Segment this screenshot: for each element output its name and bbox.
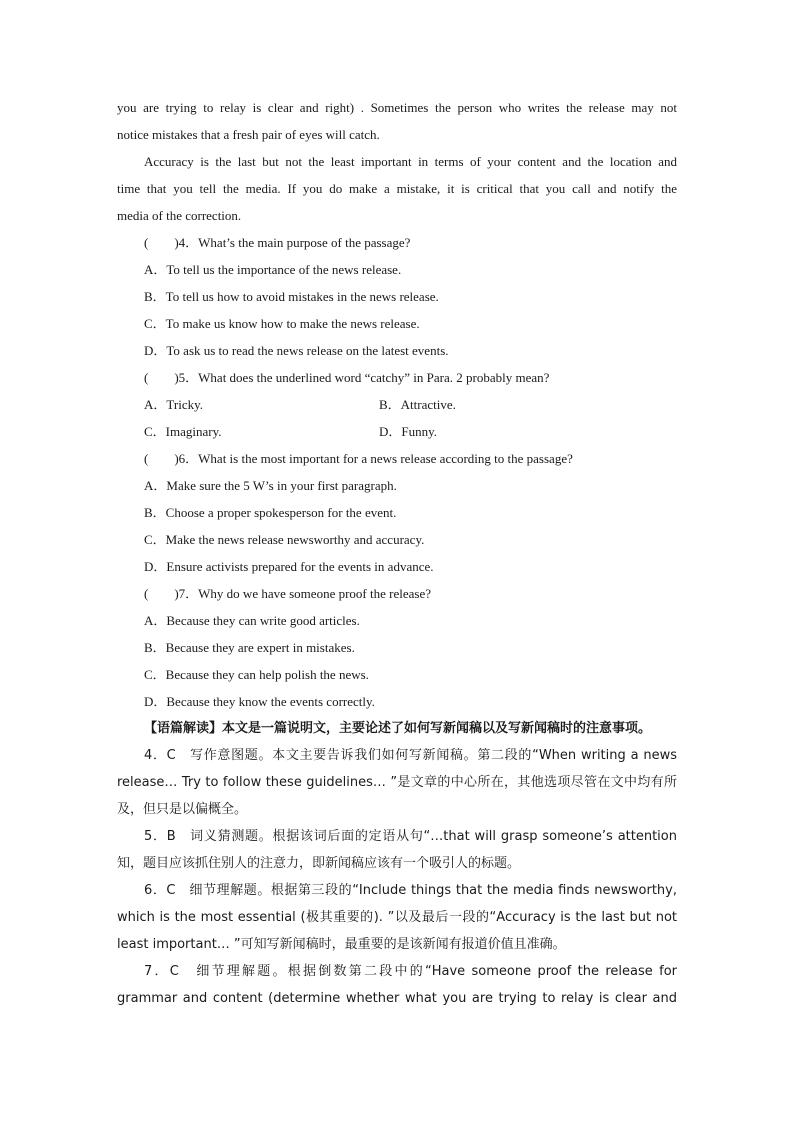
analysis-line: grammar and content (determine whether what you are trying to relay is clear and (117, 991, 677, 1006)
analysis-line: 知，题目应该抓住别人的注意力，即新闻稿应该有一个吸引人的标题。 (117, 856, 521, 871)
question-option: B．Because they are expert in mistakes. (144, 640, 355, 655)
question-option: C．Because they can help polish the news. (144, 667, 369, 682)
question-option: B．Choose a proper spokesperson for the event. (144, 505, 397, 520)
question-option: D．Funny. (379, 424, 438, 439)
option-row (117, 418, 677, 445)
analysis-line: 7．C 细节理解题。根据倒数第二段中的“Have someone proof the release for (144, 964, 677, 979)
question-option: C．Imaginary. (144, 424, 222, 439)
question-stem: ( )6．What is the most important for a news release according to the passage? (144, 451, 573, 466)
analysis-line: 4．C 写作意图题。本文主要告诉我们如何写新闻稿。第二段的“When writing a news (144, 748, 677, 763)
analysis-line: least important… ”可知写新闻稿时，最重要的是该新闻有报道价值且准确。 (117, 937, 566, 952)
question-stem: ( )5．What does the underlined word “catchy” in Para. 2 probably mean? (144, 370, 550, 385)
question-option: A．Tricky. (144, 397, 203, 412)
analysis-heading: 【语篇解读】本文是一篇说明文，主要论述了如何写新闻稿以及写新闻稿时的注意事项。 (144, 721, 652, 736)
passage-line: media of the correction. (117, 208, 242, 223)
question-option: A．Make sure the 5 W’s in your first paragraph. (144, 478, 397, 493)
option-row (117, 391, 677, 418)
question-stem: ( )4．What’s the main purpose of the passage? (144, 235, 411, 250)
question-stem: ( )7．Why do we have someone proof the release? (144, 586, 431, 601)
passage-line: Accuracy is the last but not the least important in terms of your content and the location and (144, 154, 677, 169)
question-option: D．To ask us to read the news release on the latest events. (144, 343, 449, 358)
analysis-line: which is the most essential (极其重要的). ”以及最后一段的“Accuracy is the last but not (117, 910, 677, 925)
passage-line: time that you tell the media. If you do make a mistake, it is critical that you call and notify the (117, 181, 677, 196)
question-option: C．Make the news release newsworthy and accuracy. (144, 532, 425, 547)
question-option: C．To make us know how to make the news release. (144, 316, 420, 331)
question-option: B．Attractive. (379, 397, 456, 412)
passage-line: you are trying to relay is clear and right) . Sometimes the person who writes the release may not (117, 100, 677, 115)
analysis-line: release… Try to follow these guidelines… ”是文章的中心所在，其他选项尽管在文中均有所 (117, 775, 677, 790)
page-content (117, 94, 677, 1012)
analysis-line: 及，但只是以偏概全。 (117, 802, 248, 817)
question-option: D．Because they know the events correctly. (144, 694, 375, 709)
analysis-line: 6．C 细节理解题。根据第三段的“Include things that the media finds newsworthy, (144, 883, 677, 898)
analysis-line: 5．B 词义猜测题。根据该词后面的定语从句“…that will grasp someone’s attention (144, 829, 677, 844)
question-option: A．To tell us the importance of the news release. (144, 262, 402, 277)
question-option: A．Because they can write good articles. (144, 613, 360, 628)
question-option: D．Ensure activists prepared for the events in advance. (144, 559, 434, 574)
question-option: B．To tell us how to avoid mistakes in the news release. (144, 289, 439, 304)
passage-line: notice mistakes that a fresh pair of eyes will catch. (117, 127, 380, 142)
